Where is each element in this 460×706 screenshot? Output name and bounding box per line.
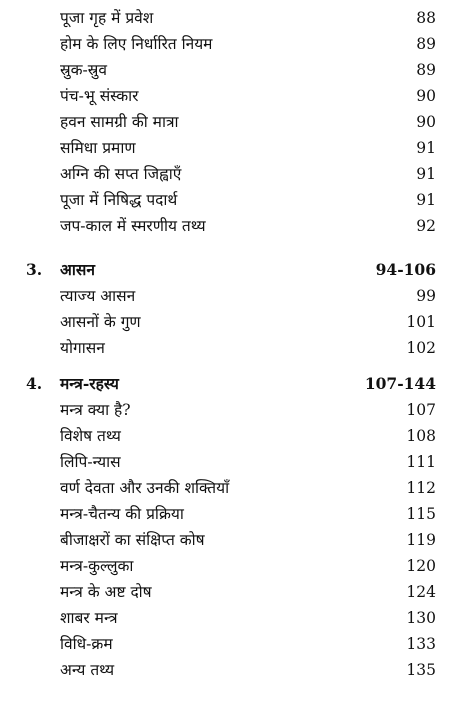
toc-entry-page: 124	[406, 583, 436, 601]
toc-entry-page: 89	[416, 61, 436, 79]
toc-entry-title: अग्नि की सप्त जिह्वाएँ	[60, 165, 182, 183]
toc-entry	[0, 502, 460, 526]
toc-entry-page: 111	[406, 453, 436, 471]
toc-entry	[0, 310, 460, 334]
chapter-title: आसन	[60, 260, 95, 279]
toc-entry	[0, 58, 460, 82]
toc-entry-title: मन्त्र क्या है?	[60, 401, 131, 419]
toc-entry-page: 135	[406, 661, 436, 679]
toc-entry-title: मन्त्र के अष्ट दोष	[60, 583, 152, 601]
toc-entry-title: अन्य तथ्य	[60, 661, 115, 679]
toc-entry	[0, 136, 460, 160]
toc-entry	[0, 336, 460, 360]
toc-entry-page: 101	[406, 313, 436, 331]
toc-entry-title: पूजा गृह में प्रवेश	[60, 9, 154, 27]
toc-entry-page: 107	[406, 401, 436, 419]
toc-entry-title: आसनों के गुण	[60, 313, 141, 331]
toc-entry-page: 99	[416, 287, 436, 305]
toc-entry	[0, 580, 460, 604]
toc-entry-page: 120	[406, 557, 436, 575]
chapter-page-range: 94-106	[375, 260, 436, 279]
toc-entry-page: 108	[406, 427, 436, 445]
toc-entry	[0, 214, 460, 238]
toc-entry	[0, 188, 460, 212]
toc-entry-title: वर्ण देवता और उनकी शक्तियाँ	[60, 479, 230, 497]
toc-entry-title: मन्त्र-चैतन्य की प्रक्रिया	[60, 505, 184, 523]
toc-entry-title: त्याज्य आसन	[60, 287, 136, 305]
toc-entry-page: 130	[406, 609, 436, 627]
toc-entry-title: स्रुक-स्रुव	[60, 61, 108, 79]
chapter-heading	[0, 372, 460, 396]
toc-entry-page: 88	[416, 9, 436, 27]
toc-entry-page: 89	[416, 35, 436, 53]
toc-entry	[0, 6, 460, 30]
toc-entry-title: शाबर मन्त्र	[60, 609, 118, 627]
toc-entry-title: जप-काल में स्मरणीय तथ्य	[60, 217, 206, 235]
toc-entry-page: 90	[416, 87, 436, 105]
toc-entry-title: मन्त्र-कुल्लुका	[60, 557, 134, 575]
toc-entry-title: बीजाक्षरों का संक्षिप्त कोष	[60, 531, 205, 549]
toc-entry	[0, 284, 460, 308]
toc-entry-title: विशेष तथ्य	[60, 427, 121, 445]
toc-entry-title: योगासन	[60, 339, 105, 357]
toc-entry	[0, 84, 460, 108]
toc-entry-page: 91	[416, 165, 436, 183]
toc-entry-page: 90	[416, 113, 436, 131]
toc-entry-title: लिपि-न्यास	[60, 453, 121, 471]
toc-entry-page: 112	[406, 479, 436, 497]
toc-entry	[0, 476, 460, 500]
toc-entry	[0, 606, 460, 630]
toc-entry	[0, 162, 460, 186]
toc-entry-title: विधि-क्रम	[60, 635, 113, 653]
toc-entry	[0, 554, 460, 578]
chapter-page-range: 107-144	[364, 374, 436, 393]
toc-entry-title: पूजा में निषिद्ध पदार्थ	[60, 191, 178, 209]
toc-entry-page: 115	[406, 505, 436, 523]
toc-entry	[0, 398, 460, 422]
toc-entry	[0, 658, 460, 682]
toc-entry-page: 91	[416, 191, 436, 209]
toc-entry-title: होम के लिए निर्धारित नियम	[60, 35, 213, 53]
toc-entry	[0, 450, 460, 474]
toc-entry-title: समिधा प्रमाण	[60, 139, 136, 157]
toc-entry	[0, 424, 460, 448]
toc-entry-page: 133	[406, 635, 436, 653]
toc-entry	[0, 528, 460, 552]
toc-entry-title: पंच-भू संस्कार	[60, 87, 139, 105]
toc-entry	[0, 110, 460, 134]
toc-entry	[0, 32, 460, 56]
chapter-heading	[0, 258, 460, 282]
chapter-number: 3.	[26, 260, 43, 279]
toc-entry	[0, 632, 460, 656]
toc-entry-page: 91	[416, 139, 436, 157]
toc-entry-page: 92	[416, 217, 436, 235]
chapter-title: मन्त्र-रहस्य	[60, 374, 119, 393]
toc-entry-page: 102	[406, 339, 436, 357]
toc-entry-page: 119	[406, 531, 436, 549]
toc-entry-title: हवन सामग्री की मात्रा	[60, 113, 179, 131]
chapter-number: 4.	[26, 374, 43, 393]
